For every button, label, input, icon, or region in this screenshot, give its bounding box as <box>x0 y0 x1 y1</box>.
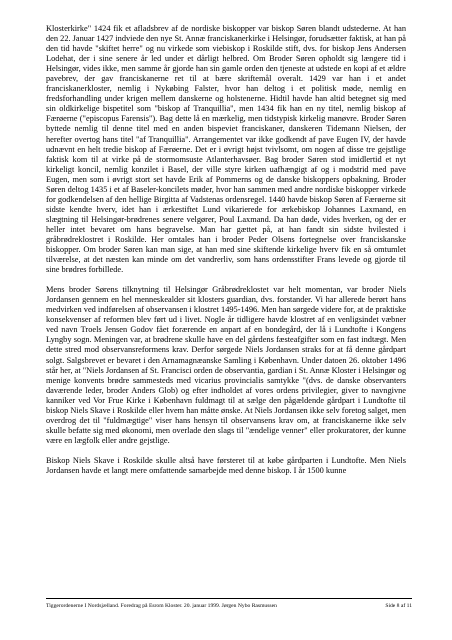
footer-source: Tiggerordenerne I Nordsjælland. Foredrag på Esrom Kloster. 20. januar 1999. Jørgen Nybo Rasmussen <box>46 603 277 609</box>
paragraph-1: Klosterkirke" 1424 fik et afladsbrev af de nordiske biskopper var biskop Søren blandt udstederne. At han den 22. Januar 1427 indviede den nye St. Annæ franciskanerkirke i Helsingør, forudsætter faktisk, at han på den tid havde "skiftet herre" og nu virkede som viebiskop i Roskilde stift, dvs. for biskop Jens Andersen Lodehat, der i sine senere år led under et dårligt helbred. Om Broder Søren opholdt sig længere tid i Helsingør, vides ikke, men samme år gjorde han sin gamle orden den tjeneste at udstede en kopi af et ældre pavebrev, der gav franciskanerne ret til at bære skriftemål overalt. 1429 var han i et andet franciskanerkloster, nemlig i Nykøbing Falster, hvor han deltog i et politisk møde, nemlig en fredsforhandling under krigen mellem danskerne og holstenerne. Hidtil havde han altid betegnet sig med sin oldkirkelige bispetitel som "biskop af Tranquillia", men 1434 fik han en ny titel, nemlig biskop af Færøerne ("episcopus Farensis"). Bag dette lå en mærkelig, men tidstypisk kirkelig manøvre. Broder Søren byttede nemlig til denne titel med en anden bispeviet franciskaner, danskeren Tidemann Nielsen, der herefter overtog hans titel "af Tranquillia". Arrangementet var ikke godkendt af pave Eugen IV, der havde udnævnt en helt tredie biskop af Færøerne. Det er i øvrigt højst tvivlsomt, om nogen af disse tre gejstlige faktisk kom til at virke på de stormomsuste Atlanterhavsøer. Bag broder Søren stod imidlertid et nyt kirkeligt koncil, nemlig konzilet i Basel, der ville styre kirken uafhængigt af og i modstrid med pave Eugen, men som i øvrigt stort set havde Erik af Pommerns og de danske biskoppers opbakning. Broder Søren deltog 1435 i et af Baseler-koncilets møder, hvor han sammen med andre nordiske biskopper virkede for godkendelsen af den hellige Birgitta af Vadstenas ordensregel. 1440 havde biskop Søren af Færøerne sit sidste kendte hverv, idet han i ærkestiftet Lund vikarierede for ærkebiskop Johannes Laxmand, en slægtning til Helsingør-brødrenes senere velgører, Poul Laxmand. Da han døde, vides hverken, og der er heller intet bevaret om hans begravelse. Man har gættet på, at han fandt sin sidste hvilested i gråbrødreklostret i Roskilde. Her omtales han i broder Peder Olsens fortegnelse over franciskanske biskopper. Om broder Søren kan man sige, at han med sine skiftende kirkelige hverv fik en så omtumlet tilværelse, at det næsten kan minde om det vandrerliv, som hans ordensstifter Frans levede og gjorde til sine brødres forbillede. <box>46 24 406 275</box>
page-footer <box>46 603 412 610</box>
footer-divider <box>46 598 412 599</box>
paragraph-3: Biskop Niels Skave i Roskilde skulle altså have førsteret til at købe gårdparten i Lundtofte. Men Niels Jordansen havde et langt mere omfattende samarbejde med denne biskop. I år 1500 kunne <box>46 455 406 475</box>
paragraph-2: Mens broder Sørens tilknytning til Helsingør Gråbrødreklostet var helt momentan, var broder Niels Jordansen gennem en hel menneskealder sit klosters guardian, dvs. forstander. Vi har allerede berørt hans medvirken ved indførelsen af observansen i klostret 1495-1496. Men han sørgede videre for, at de praktiske konsekvenser af reformen blev ført ud i livet. Nogle år tidligere havde klostret af en venligsindet væbner ved navn Troels Jensen Godov fået forærende en anpart af en bondegård, der lå i Lundtofte i Kongens Lyngby sogn. Meningen var, at brødrene skulle have en del gårdens fæsteafgifter som en fast indtægt. Men dette stred mod observansreformens krav. Derfor sørgede Niels Jordansen straks for at få denne gårdpart solgt. Salgsbrevet er bevaret i den Arnamagnæanske Samling i København. Under datoen 26. oktober 1496 står her, at "Niels Jordansen af St. Francisci orden de observantia, gardian i St. Annæ Kloster i Helsingør og menige konvents brødre sammesteds med vicarius provincialis samtykke "(dvs. de danske observanters daværende leder, broder Anders Glob) og efter indholdet af vores ordens privilegier, giver to navngivne kanniker ved Vor Frue Kirke i København fuldmagt til at sælge den pågældende gårdpart i Lundtofte til biskop Niels Skave i Roskilde eller hvem han måtte ønske. At Niels Jordansen ikke selv foretog salget, men overdrog det til "fuldmægtige" viser hans hensyn til observansens krav om, at franciskanerne ikke selv skulle befatte sig med økonomi, men overlade den slags til "ændelige venner" eller prokuratorer, der kunne være en lægfolk eller andre gejstlige. <box>46 285 406 445</box>
page-number: Side 8 af 11 <box>385 603 412 609</box>
body-text <box>46 24 406 476</box>
